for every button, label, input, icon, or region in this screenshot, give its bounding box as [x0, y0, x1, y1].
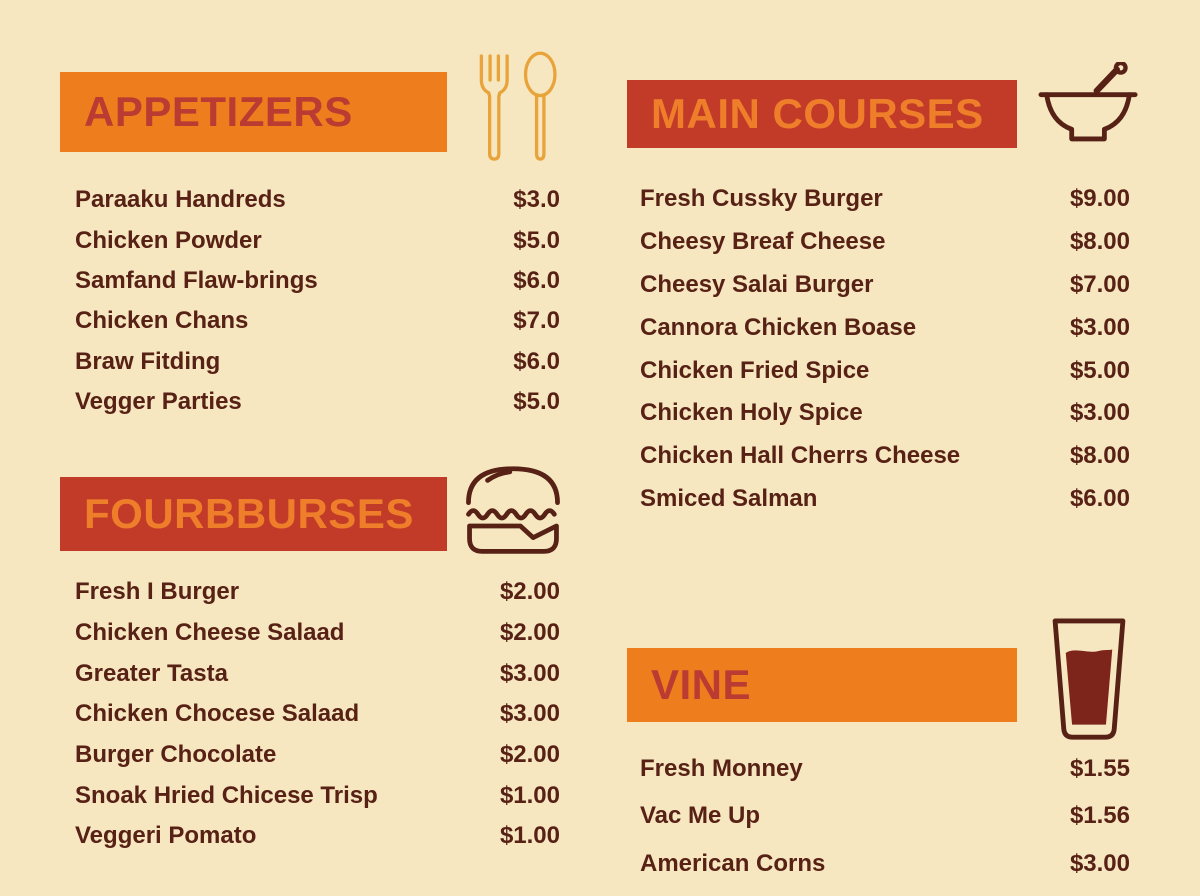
section-header-main-courses: [627, 80, 1017, 148]
menu-item-name: Cheesy Salai Burger: [640, 270, 874, 298]
menu-item-row: [60, 735, 560, 776]
menu-item-name: Chicken Chocese Salaad: [75, 700, 360, 728]
menu-item-name: Chicken Fried Spice: [640, 356, 870, 384]
section-title-vine: VINE: [651, 661, 752, 708]
menu-item-price: $3.00: [499, 659, 560, 687]
menu-item-name: Chicken Holy Spice: [640, 399, 863, 427]
main-courses-item-list: [640, 178, 1130, 520]
menu-item-row: [640, 221, 1130, 264]
menu-item-name: American Corns: [640, 849, 826, 877]
menu-item-row: [640, 745, 1130, 793]
menu-item-row: [60, 775, 560, 816]
menu-item-name: Cannora Chicken Boase: [640, 313, 917, 341]
section-title-fourbburses: FOURBBURSES: [84, 490, 414, 537]
menu-item-row: [60, 301, 560, 341]
menu-item-price: $1.56: [1069, 802, 1130, 830]
menu-item-name: Fresh Monney: [640, 754, 803, 782]
menu-item-row: [640, 840, 1130, 888]
section-header-vine: [627, 648, 1017, 722]
burger-icon: [460, 460, 566, 558]
menu-item-price: $2.00: [499, 578, 560, 606]
menu-item-row: [60, 261, 560, 301]
menu-item-row: [60, 572, 560, 613]
menu-item-price: $3.00: [499, 700, 560, 728]
menu-item-price: $5.0: [513, 388, 560, 416]
menu-item-row: [640, 178, 1130, 221]
menu-item-name: Smiced Salman: [640, 484, 818, 512]
menu-item-row: [640, 264, 1130, 307]
menu-item-row: [60, 613, 560, 654]
section-title-appetizers: APPETIZERS: [84, 88, 353, 135]
menu-item-price: $1.00: [499, 822, 560, 850]
menu-item-price: $6.00: [1069, 484, 1130, 512]
menu-item-name: Veggeri Pomato: [75, 822, 257, 850]
menu-item-name: Cheesy Breaf Cheese: [640, 228, 886, 256]
menu-item-price: $6.0: [513, 266, 560, 294]
menu-item-price: $1.00: [499, 781, 560, 809]
menu-item-row: [640, 392, 1130, 435]
menu-item-price: $7.0: [513, 307, 560, 335]
menu-item-price: $3.00: [1069, 399, 1130, 427]
fourbburses-item-list: [60, 572, 560, 857]
menu-item-price: $7.00: [1069, 270, 1130, 298]
menu-item-row: [60, 220, 560, 260]
menu-item-name: Vac Me Up: [640, 802, 761, 830]
menu-item-price: $3.00: [1069, 849, 1130, 877]
menu-item-name: Paraaku Handreds: [75, 186, 286, 214]
menu-item-price: $1.55: [1069, 754, 1130, 782]
menu-item-row: [640, 793, 1130, 841]
drink-glass-icon: [1050, 618, 1128, 742]
appetizers-item-list: [60, 180, 560, 422]
menu-item-row: [60, 694, 560, 735]
fork-and-spoon-icon: [474, 50, 566, 166]
menu-item-price: $3.00: [1069, 313, 1130, 341]
menu-item-name: Braw Fitding: [75, 347, 221, 375]
menu-item-row: [640, 478, 1130, 521]
menu-item-name: Samfand Flaw-brings: [75, 266, 318, 294]
menu-item-name: Snoak Hried Chicese Trisp: [75, 781, 378, 809]
menu-item-name: Chicken Powder: [75, 226, 262, 254]
menu-item-name: Chicken Hall Cherrs Cheese: [640, 442, 961, 470]
menu-item-price: $5.0: [513, 226, 560, 254]
menu-item-price: $6.0: [513, 347, 560, 375]
menu-item-row: [60, 342, 560, 382]
section-title-main-courses: MAIN COURSES: [651, 90, 984, 137]
menu-item-row: [60, 382, 560, 422]
menu-item-row: [60, 653, 560, 694]
menu-item-name: Greater Tasta: [75, 659, 228, 687]
menu-item-row: [640, 349, 1130, 392]
section-header-fourbburses: [60, 477, 447, 551]
menu-item-name: Fresh Cussky Burger: [640, 185, 883, 213]
menu-item-price: $2.00: [499, 619, 560, 647]
menu-item-name: Fresh I Burger: [75, 578, 240, 606]
menu-item-row: [60, 180, 560, 220]
menu-item-price: $5.00: [1069, 356, 1130, 384]
menu-item-row: [640, 435, 1130, 478]
menu-item-price: $9.00: [1069, 185, 1130, 213]
menu-item-price: $3.0: [513, 186, 560, 214]
menu-item-name: Burger Chocolate: [75, 741, 277, 769]
menu-item-row: [60, 816, 560, 857]
bowl-with-spoon-icon: [1036, 62, 1142, 162]
menu-item-price: $2.00: [499, 741, 560, 769]
menu-item-price: $8.00: [1069, 228, 1130, 256]
vine-item-list: [640, 745, 1130, 888]
menu-item-name: Vegger Parties: [75, 388, 242, 416]
menu-item-name: Chicken Cheese Salaad: [75, 619, 345, 647]
section-header-appetizers: [60, 72, 447, 152]
menu-item-row: [640, 306, 1130, 349]
menu-item-price: $8.00: [1069, 442, 1130, 470]
menu-item-name: Chicken Chans: [75, 307, 249, 335]
